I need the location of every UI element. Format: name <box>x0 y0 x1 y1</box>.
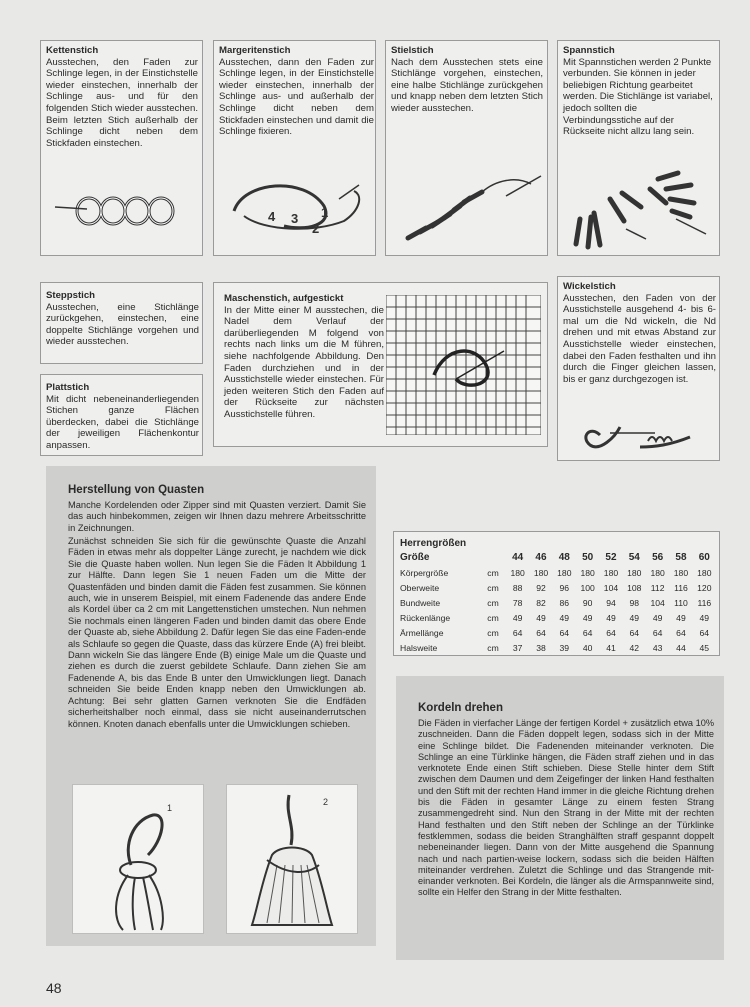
table-cell: 180 <box>510 567 525 578</box>
table-cell: 49 <box>582 612 593 623</box>
table-cell: 64 <box>606 627 616 638</box>
table-row <box>400 610 716 625</box>
table-cell: 90 <box>582 597 593 608</box>
quasten-section <box>46 466 376 946</box>
table-cell: 88 <box>512 582 523 593</box>
size-header: 44 <box>512 552 524 563</box>
table-cell: 180 <box>650 567 665 578</box>
table-cell: 64 <box>536 627 546 638</box>
table-cell: 64 <box>559 627 570 638</box>
table-cell: 44 <box>676 642 686 653</box>
table-cell: 180 <box>673 567 689 578</box>
kettenstich-panel <box>40 40 203 256</box>
table-cell: 64 <box>676 627 686 638</box>
table-cell: 37 <box>512 642 523 653</box>
label-2: 2 <box>312 221 320 236</box>
table-cell: 180 <box>580 567 595 578</box>
quaste-figure-1 <box>72 784 204 934</box>
size-header: 52 <box>605 552 617 563</box>
quaste-drawing-2 <box>227 785 357 933</box>
size-header: 50 <box>582 552 594 563</box>
maschenstich-text: In der Mitte einer M ausstechen, die Nadel dem Verlauf der darüberliegenden M folgend von rechts nach links um die M führen, siehe nachfolgende Abbildung. Den Faden durchziehen und in der Ausstichstelle wieder einstechen. Für jeden weiteren Stich den Faden auf der Rückseite zur nächsten Ausstichstelle führen. <box>224 304 384 420</box>
table-cell: 49 <box>559 612 570 623</box>
spannstich-illustration <box>566 159 716 254</box>
margeritenstich-illustration <box>224 171 374 256</box>
row-label: Oberweite <box>400 582 440 593</box>
table-cell: 112 <box>650 582 665 593</box>
table-cell: 49 <box>536 612 546 623</box>
table-cell: 108 <box>627 582 642 593</box>
label-1: 1 <box>321 205 329 220</box>
table-cell: 110 <box>674 597 688 608</box>
table-cell: 40 <box>582 642 593 653</box>
spannstich-panel <box>557 40 720 256</box>
steppstich-text: Ausstechen, eine Stichlänge zurückgehen, einstechen, eine doppelte Stichlänge vorgehen und wieder ausstechen. <box>46 301 199 348</box>
quasten-intro: Manche Kordelenden oder Zipper sind mit Quasten verziert. Damit Sie das auch hinbekommen, zeigen wir Ihnen dazu mehrere Arbeitsschritte in Zeichnungen. <box>68 500 366 533</box>
figure-label-1: 1 <box>167 803 173 813</box>
row-label: Halsweite <box>400 642 438 653</box>
maschenstich-panel <box>213 282 548 447</box>
table-cell: 49 <box>652 612 663 623</box>
table-cell: 180 <box>557 567 572 578</box>
margeritenstich-text: Ausstechen, dann den Faden zur Schlinge legen, in der Einstichstelle wieder einstechen, innerhalb der Schlinge aus- und außerhalb der Schlinge dicht neben dem Stickfaden einstechen und damit die Schlinge fixieren. <box>219 56 374 138</box>
table-cell: 180 <box>603 567 619 578</box>
table-row <box>400 640 716 655</box>
table-cell: 180 <box>627 567 642 578</box>
wickelstich-panel <box>557 276 720 461</box>
size-table-panel <box>393 531 720 656</box>
row-label: Körpergröße <box>400 567 449 578</box>
label-3: 3 <box>291 211 299 226</box>
table-cell: 180 <box>533 567 549 578</box>
plattstich-title: Plattstich <box>46 382 90 393</box>
row-unit: cm <box>487 612 499 623</box>
size-table <box>400 550 716 655</box>
table-cell: 43 <box>652 642 663 653</box>
table-cell: 116 <box>674 582 688 593</box>
quaste-figure-2 <box>226 784 358 934</box>
table-cell: 49 <box>699 612 710 623</box>
table-cell: 39 <box>559 642 570 653</box>
steppstich-panel <box>40 282 203 364</box>
stielstich-illustration <box>396 166 546 251</box>
table-cell: 64 <box>699 627 710 638</box>
plattstich-text: Mit dicht nebeneinanderliegenden Stichen ganze Flächen überdecken, dabei die Stichlänge der jeweiligen Flächenkontur anpassen. <box>46 393 199 451</box>
size-table-title: Herrengrößen <box>400 538 467 549</box>
table-cell: 92 <box>536 582 546 593</box>
table-cell: 49 <box>629 612 640 623</box>
stielstich-title: Stielstich <box>391 45 434 56</box>
table-cell: 116 <box>697 597 712 608</box>
size-header: 60 <box>698 552 710 563</box>
table-cell: 86 <box>559 597 570 608</box>
table-row <box>400 580 716 595</box>
kordeln-body: Die Fäden in vierfacher Länge der fertigen Kordel + zusätzlich etwa 10% zuschneiden. Dann die Fäden doppelt legen, sodass sich in der Mitte eine Schlinge bildet. Die Fadenenden miteinander verknoten. Die Schlinge an eine Türklinke hängen, die Fäden straff ziehen und in das verknotete Ende einen Stift schieben. Diese Stelle hinter dem Stift zwischen dem Daumen und dem Zeigefinger der linken Hand festhalten und den Stift mit der rechten Hand immer in die gleiche Richtung drehen bis die Fäden in gesamter Länge zu einem festen Strang zusammengedreht sind. Nun den Strang in der Mitte mit der rechten Hand festhalten und den Stift neben der Schlinge an der Türklinke festklemmen, sodass die beiden Stranghälften straff gespannt doppelt nebeneinander liegen. Dann von der Mitte ausgehend die Spannung nach und nach partien-weise lockern, sodass sich die beiden Hälften miteinander verdrehen. Zuletzt die Schlinge und das Strangende mit-einander verknoten. Bei Kordeln, die länger als die Armspannweite sind, sollte ein Helfer den Strang in der Mitte festhalten. <box>418 718 714 898</box>
table-cell: 64 <box>582 627 593 638</box>
margeritenstich-panel <box>213 40 376 256</box>
kordeln-section <box>396 676 724 960</box>
stielstich-text: Nach dem Ausstechen stets eine Stichlänge vorgehen, einstechen, eine halbe Stichlänge zurückgehen und knapp neben dem letzten Stich wieder ausstechen. <box>391 56 543 114</box>
table-cell: 98 <box>629 597 640 608</box>
plattstich-panel <box>40 374 203 456</box>
quasten-title: Herstellung von Quasten <box>68 484 205 496</box>
table-cell: 49 <box>676 612 686 623</box>
row-unit: cm <box>487 627 499 638</box>
table-cell: 42 <box>629 642 640 653</box>
table-row <box>400 625 716 640</box>
table-cell: 45 <box>699 642 710 653</box>
kettenstich-text: Ausstechen, den Faden zur Schlinge legen, in der Einstichstelle wieder einstechen, innerhalb der Schlinge aus- und für den folgenden Stich wieder ausstechen. Beim letzten Stich außerhalb der Schlinge dicht neben dem Stickfaden einstechen. <box>46 56 198 149</box>
table-cell: 78 <box>512 597 523 608</box>
table-cell: 96 <box>559 582 570 593</box>
page-number: 48 <box>46 980 62 996</box>
wickelstich-text: Ausstechen, den Faden von der Ausstichstelle ausgehend 4- bis 6-mal um die Nd wickeln, die Nd drehen und mit etwas Abstand zur Ausstichstelle wieder einstechen, dabei den Faden festhalten und ihn durch die Finger gleichen lassen, bis er ganz durchgezogen ist. <box>563 292 716 385</box>
table-cell: 41 <box>606 642 616 653</box>
size-header: 48 <box>558 552 570 563</box>
maschenstich-illustration <box>386 295 541 435</box>
spannstich-title: Spannstich <box>563 45 615 56</box>
table-cell: 64 <box>652 627 663 638</box>
row-unit: cm <box>487 582 499 593</box>
row-unit: cm <box>487 597 499 608</box>
size-header: 46 <box>535 552 547 563</box>
row-label: Ärmellänge <box>400 627 444 638</box>
figure-label-2: 2 <box>323 797 329 807</box>
kettenstich-title: Kettenstich <box>46 45 99 56</box>
table-cell: 120 <box>697 582 712 593</box>
size-header: 54 <box>628 552 640 563</box>
row-label: Rückenlänge <box>400 612 451 623</box>
table-cell: 104 <box>603 582 619 593</box>
table-row <box>400 595 716 610</box>
table-cell: 38 <box>536 642 546 653</box>
wickelstich-title: Wickelstich <box>563 281 616 292</box>
kordeln-title: Kordeln drehen <box>418 702 503 714</box>
size-label-header: Größe <box>400 552 430 563</box>
table-cell: 64 <box>512 627 523 638</box>
size-header: 56 <box>652 552 664 563</box>
row-label: Bundweite <box>400 597 441 608</box>
row-unit: cm <box>487 642 499 653</box>
margeritenstich-title: Margeritenstich <box>219 45 291 56</box>
table-cell: 49 <box>606 612 616 623</box>
size-header: 58 <box>675 552 687 563</box>
table-row <box>400 565 716 580</box>
wickelstich-illustration <box>570 407 715 457</box>
steppstich-title: Steppstich <box>46 290 96 301</box>
stielstich-panel <box>385 40 548 256</box>
maschenstich-title: Maschenstich, aufgestickt <box>224 293 344 304</box>
table-cell: 49 <box>512 612 523 623</box>
quaste-drawing-1 <box>73 785 203 933</box>
spannstich-text: Mit Spannstichen werden 2 Punkte verbunden. Sie können in jeder beliebigen Richtung gearbeitet werden. Die Stichlänge ist variabel, jedoch sollten die Verbindungsstiche auf der Rückseite nicht allzu lang sein. <box>563 56 713 138</box>
kettenstich-illustration <box>51 181 196 241</box>
table-cell: 82 <box>536 597 546 608</box>
quasten-body: Zunächst schneiden Sie sich für die gewünschte Quaste die Anzahl Fäden in etwas mehr als doppelter Länge zurecht, je nachdem wie dick Sie die Quaste haben wollen. Nun legen Sie die Fäden lt Abbildung 1 zur Hälfte. Dann legen Sie 1 neuen Faden um die Mitte der Quastenfäden und binden damit die Fäden fest zusammen. Sie können auch, wie in unserem Beispiel, mit einem Fadenende das andere Ende als Kordel über ca 2 cm mit Langettenstichen umstechen. Nun nehmen Sie nochmals einen längeren Faden und binden damit das obere Ende der Quaste ab, siehe Abbildung 2. Dafür legen Sie das eine Faden-ende als Schlaufe so gegen die Quaste, dass das kürzere Ende (A) frei bleibt. Dann wickeln Sie das längere Ende (B) einige Male um die Quaste und ziehen es durch die zuerst gebildete Schlaufe. Dann ziehen Sie am Fadenende A, bis das Ende B unter den Umwicklungen liegt. Danach schneiden Sie beide Enden knapp neben den Umwicklungen ab. Achtung: Bei sehr glatten Garnen verknoten Sie die Endfäden sicherheitshalber noch einmal, dass sie nicht auseinanderrutschen können. Knoten danach ebenfalls unter die Umwicklungen schieben. <box>68 536 366 729</box>
row-unit: cm <box>487 567 499 578</box>
table-cell: 100 <box>580 582 595 593</box>
label-4: 4 <box>268 209 276 224</box>
table-cell: 94 <box>606 597 616 608</box>
table-cell: 104 <box>650 597 665 608</box>
table-cell: 180 <box>697 567 712 578</box>
table-cell: 64 <box>629 627 640 638</box>
